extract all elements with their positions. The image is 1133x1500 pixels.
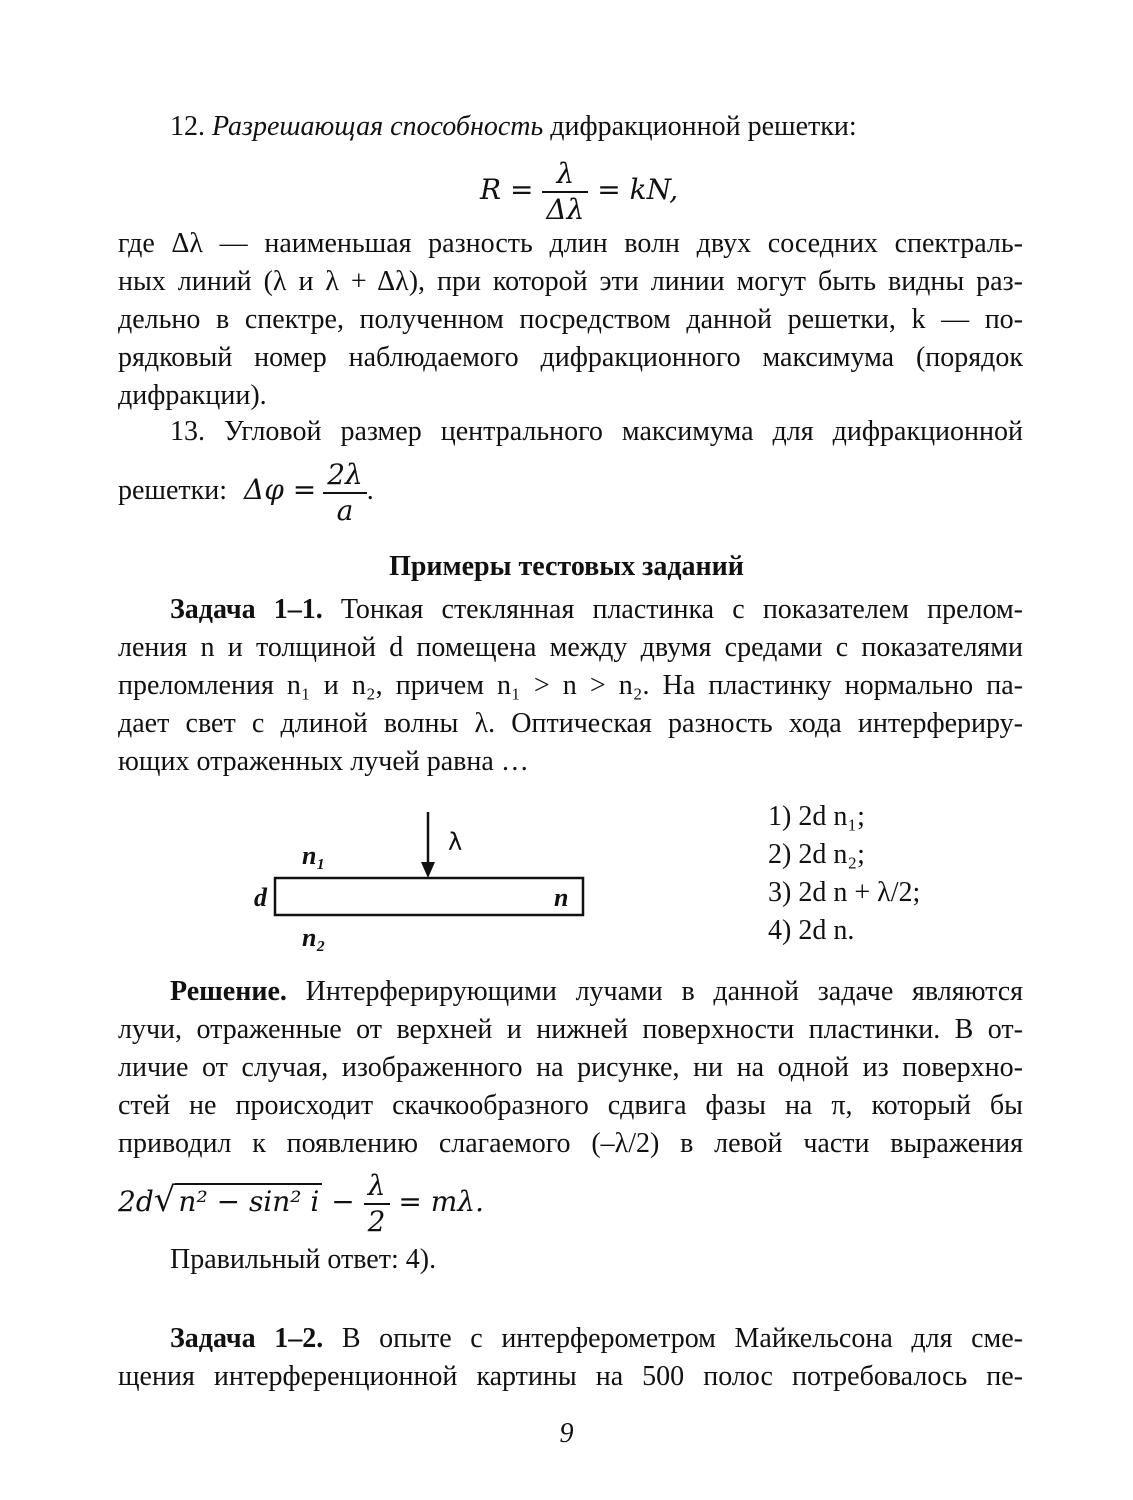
solution-line: приводил к появлению слагаемого (–λ/2) в левой части выражения: [118, 1128, 1023, 1159]
task-text: В опыте с интерферометром Майкельсона для сме-: [341, 1323, 1023, 1354]
solution-line: личие от случая, изображенного на рисунке, ни на одной из поверхно-: [118, 1052, 1023, 1083]
page-number: 9: [559, 1418, 574, 1449]
formula-rhs: = kN,: [597, 173, 679, 206]
task-text: Тонкая стеклянная пластинка с показателем прелом-: [340, 594, 1023, 625]
fraction-numerator: λ: [556, 156, 575, 190]
label-n: n: [554, 883, 569, 912]
sqrt-icon: √: [153, 1180, 176, 1220]
answer-option-3: 3) 2d n + λ/2;: [768, 877, 921, 908]
paragraph-line: дельно в спектре, полученном посредством данной решетки, k — по-: [118, 304, 1023, 335]
task-line: щения интерференционной картины на 500 полос потребовалось пе-: [118, 1361, 1023, 1392]
task-1-1-line: [170, 593, 1023, 627]
task-line: ющих отраженных лучей равна …: [118, 746, 529, 777]
fraction-numerator: λ: [367, 1168, 386, 1202]
formula-interference: [118, 1160, 484, 1240]
section-title: Примеры тестовых заданий: [389, 551, 744, 582]
formula-fraction: [364, 1169, 390, 1239]
label-d: d: [254, 883, 267, 912]
item-term: Разрешающая способность: [212, 111, 544, 142]
answer-option-2: 2) 2d n₂;: [768, 839, 865, 870]
fraction-denominator: a: [323, 492, 367, 528]
label-lambda: λ: [448, 828, 463, 856]
plate-diagram: [240, 800, 620, 960]
formula-left: 2d: [118, 1185, 154, 1218]
task-1-2-line: [170, 1322, 1023, 1356]
item-13-heading: 13. Угловой размер центрального максимума для дифракционной: [170, 416, 1023, 447]
solution-title: Решение.: [170, 976, 287, 1007]
task-title: Задача 1–1.: [170, 594, 323, 625]
formula-right: = mλ.: [398, 1185, 484, 1218]
item-12-heading: [170, 110, 857, 144]
fraction-numerator: 2λ: [327, 457, 363, 491]
label-n2: n₂: [302, 923, 326, 952]
task-line: ления n и толщиной d помещена между двумя средами с показателями: [118, 632, 1023, 663]
formula-fraction: [323, 458, 367, 528]
label-n1: n₁: [302, 841, 326, 870]
solution-line: лучи, отраженные от верхней и нижней поверхности пластинки. В от-: [118, 1014, 1023, 1045]
answer-option-1: 1) 2d n₁;: [768, 801, 865, 832]
paragraph-line: где Δλ — наименьшая разность длин волн двух соседних спектраль-: [118, 228, 1023, 259]
task-line: преломления n₁ и n₂, причем n₁ > n > n₂. На пластинку нормально па-: [118, 670, 1023, 701]
solution-line: стей не происходит скачкообразного сдвига фазы на π, который бы: [118, 1090, 1023, 1121]
arrow-head-icon: [421, 862, 435, 878]
answer-option-4: 4) 2d n.: [768, 915, 855, 946]
paragraph-line: ных линий (λ и λ + Δλ), при которой эти линии могут быть видны раз-: [118, 266, 1023, 297]
formula-end: .: [366, 475, 374, 506]
solution-line: [170, 975, 1023, 1009]
fraction-denominator: 2: [364, 1203, 390, 1239]
formula-lhs: R =: [480, 173, 534, 206]
paragraph-line: рядковый номер наблюдаемого дифракционного максимума (порядок: [118, 342, 1023, 373]
solution-text: Интерферирующими лучами в данной задаче являются: [305, 976, 1024, 1007]
formula-radicand: n² − sin² i: [175, 1183, 322, 1218]
task-line: дает свет с длиной волны λ. Оптическая разность хода интерфериру-: [118, 708, 1023, 739]
formula-minus: −: [331, 1185, 355, 1218]
formula-fraction: [542, 157, 588, 227]
item-number: 12.: [170, 111, 205, 142]
task-title: Задача 1–2.: [170, 1323, 324, 1354]
paragraph-line: дифракции).: [118, 380, 267, 411]
formula-label: решетки:: [118, 475, 228, 506]
item-13-formula-line: [118, 450, 374, 530]
formula-resolving-power: [480, 150, 678, 230]
formula-lhs: Δφ =: [244, 473, 317, 506]
correct-answer: Правильный ответ: 4).: [170, 1244, 437, 1275]
glass-plate: [275, 878, 583, 915]
fraction-denominator: Δλ: [542, 191, 588, 227]
item-heading-text: дифракционной решетки:: [550, 111, 857, 142]
